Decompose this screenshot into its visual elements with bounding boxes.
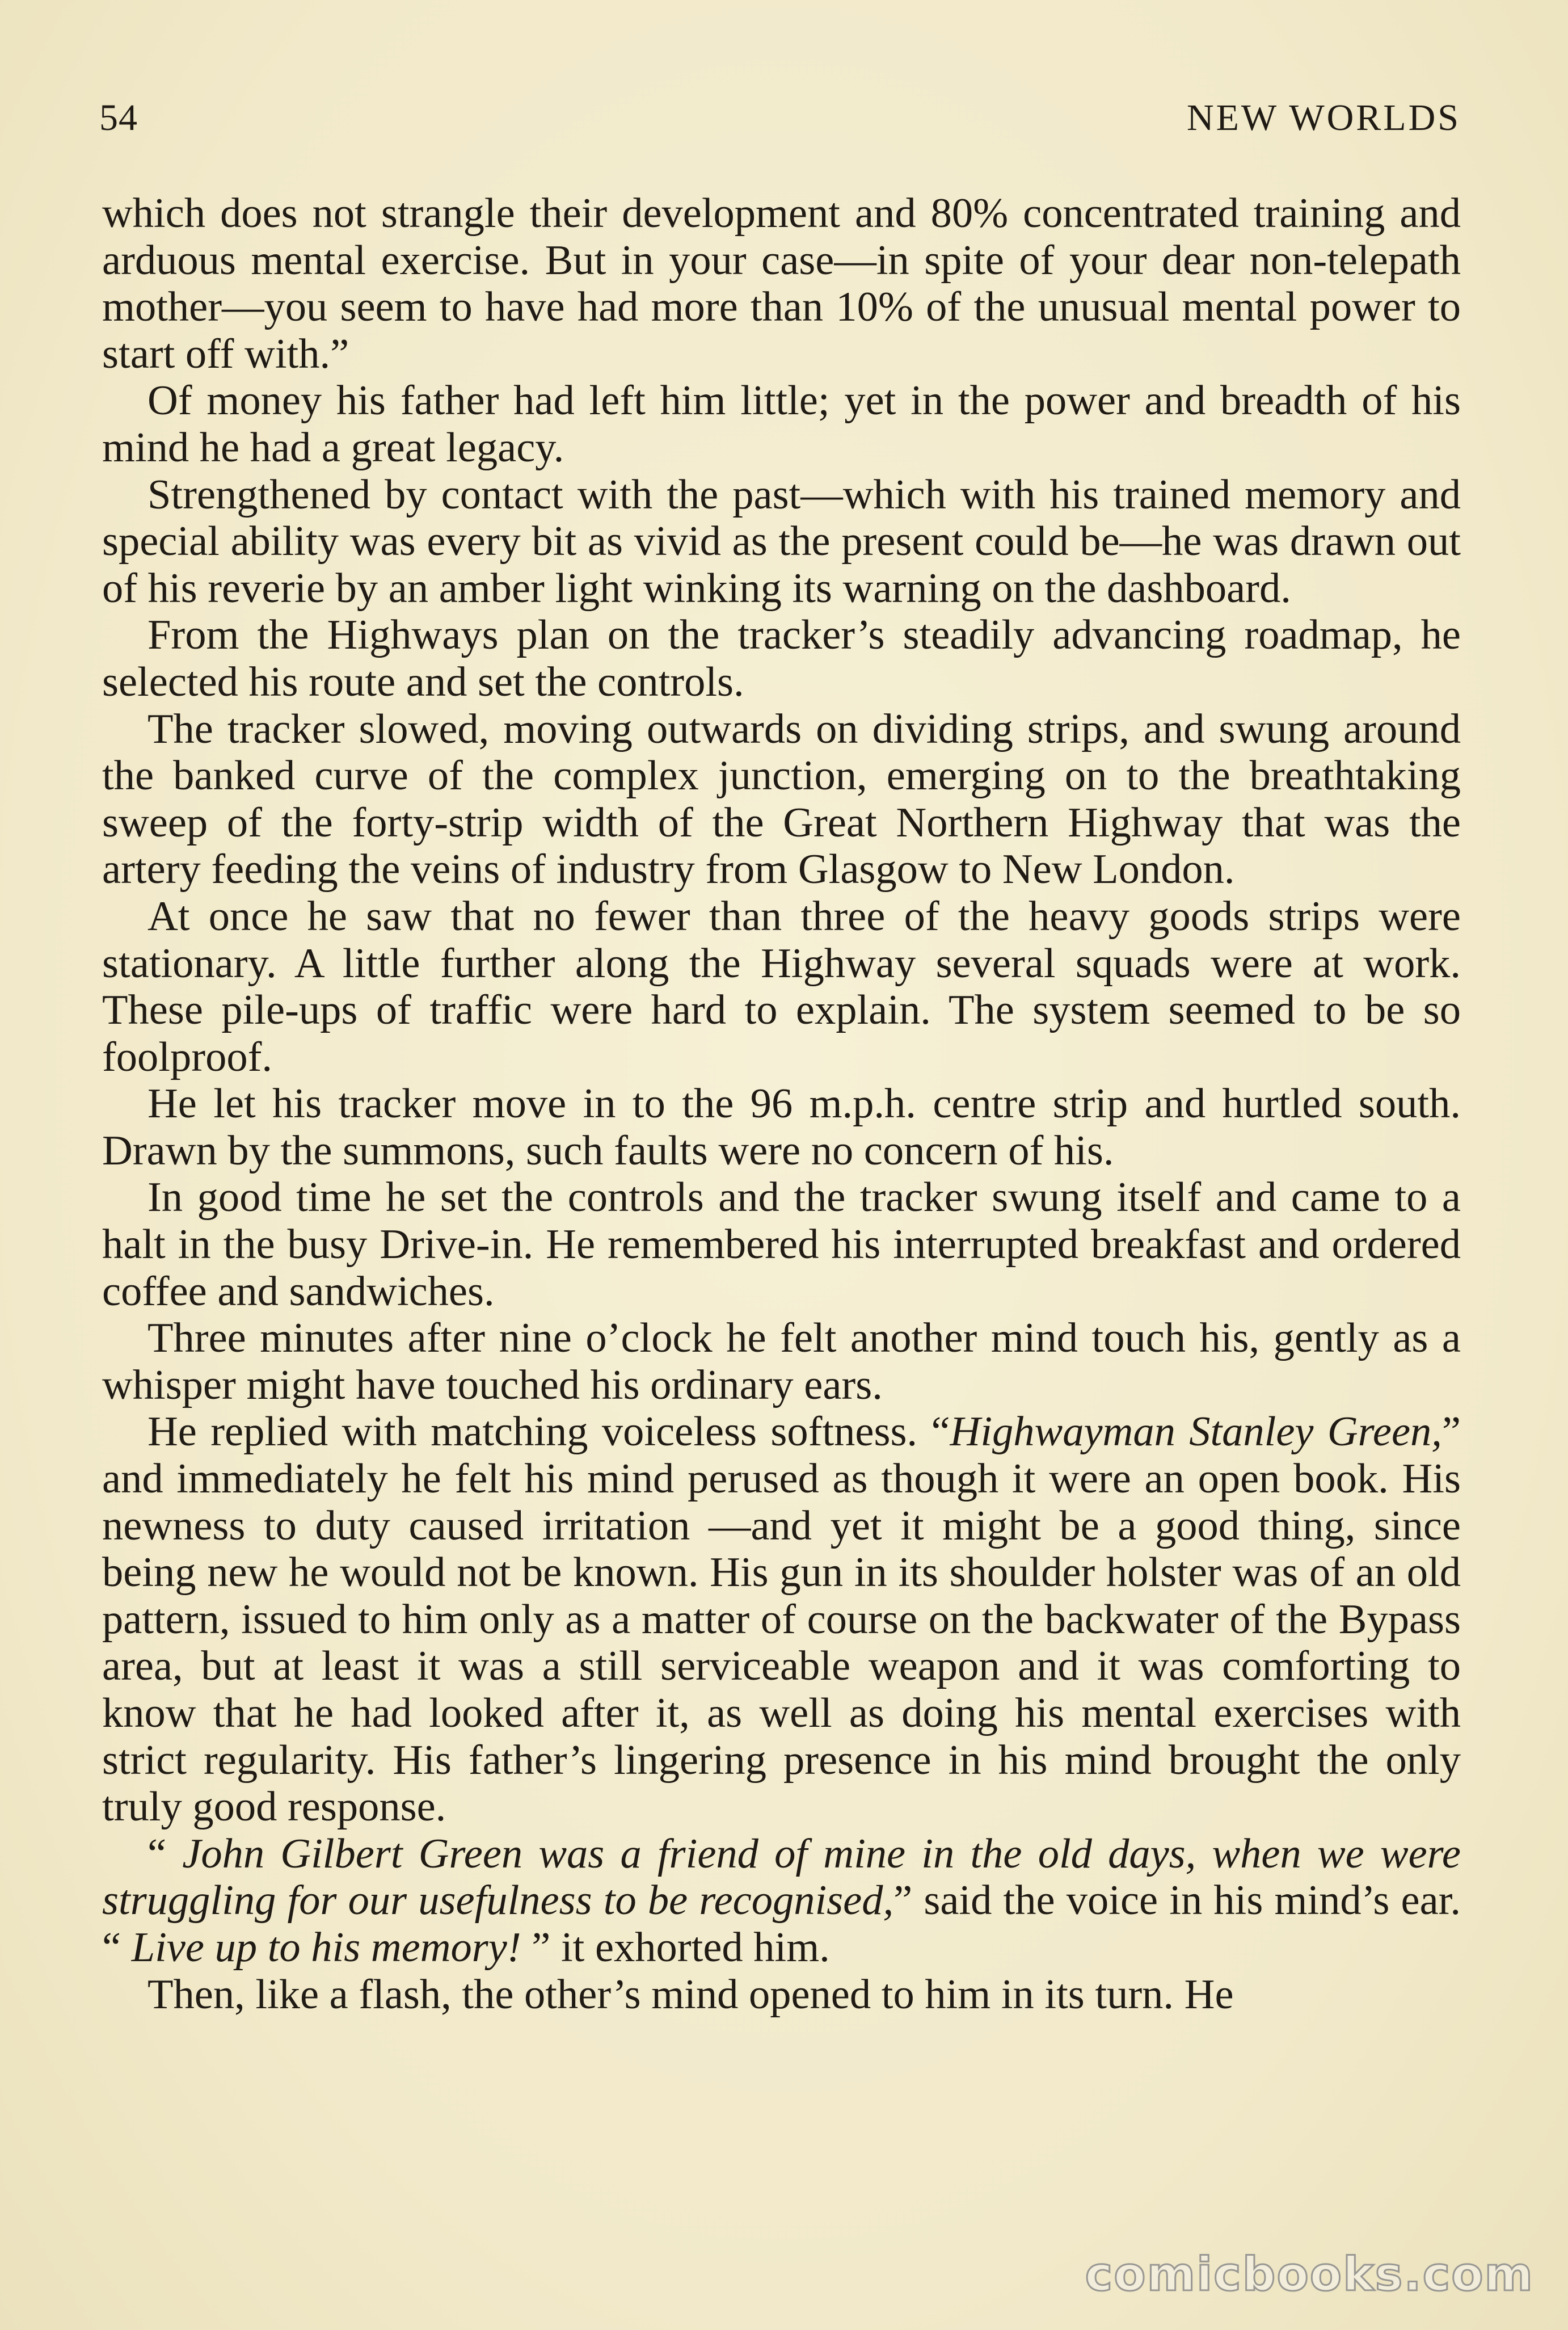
italic-text: Live up to his memory! <box>131 1924 521 1971</box>
text-run: From the Highways plan on the tracker’s steadily advancing roadmap, he selected his route and set the controls. <box>102 612 1461 705</box>
text-run: Then, like a flash, the other’s mind opened to him in its turn. He <box>147 1971 1234 2018</box>
text-run: Strengthened by contact with the past—which with his trained memory and special ability was every bit as vivid as the present could be—he was drawn out of his reverie by an amber light winking its warning on the dashboard. <box>102 471 1461 612</box>
paragraph <box>102 612 1461 705</box>
text-run: He replied with matching voiceless softness. “ <box>147 1408 950 1456</box>
italic-text: John Gilbert Green was a friend of mine in the old days, when we were struggling for our usefulness to be recognised, <box>102 1830 1461 1924</box>
paragraph <box>102 1971 1461 2018</box>
paragraph <box>102 1831 1461 1971</box>
text-run: “ <box>147 1830 183 1877</box>
text-run: ” and immediately he felt his mind perused as though it were an open book. His newness to duty caused irritation —and yet it might be a good thing, since being new he would not be known. His gun in its shoulder holster was of an old pattern, issued to him only as a matter of course on the backwater of the Bypass area, but at least it was a still serviceable weapon and it was comforting to know that he had looked after it, as well as doing his mental exercises with strict regularity. His father’s lingering presence in his mind brought the only truly good response. <box>102 1408 1461 1831</box>
text-run: Of money his father had left him little; yet in the power and breadth of his mind he had a great legacy. <box>102 377 1461 471</box>
watermark-logo: comicbooks.com <box>1085 2248 1534 2302</box>
paragraph <box>102 893 1461 1080</box>
text-run: ” said the voice in his mind’s ear. “ <box>102 1877 1461 1971</box>
paragraph <box>102 377 1461 471</box>
text-run: which does not strangle their development and 80% concentrated training and arduous mental exercise. But in your case—in spite of your dear non-telepath mother—you seem to have had more than 10% of the unusual mental power to start off with.” <box>102 190 1461 377</box>
italic-text: Highwayman Stanley Green, <box>950 1408 1442 1456</box>
paragraph <box>102 1174 1461 1315</box>
paragraph <box>102 190 1461 377</box>
paragraph <box>102 1408 1461 1830</box>
text-run: ” it exhorted him. <box>521 1924 830 1971</box>
text-run: At once he saw that no fewer than three of the heavy goods strips were stationary. A little further along the Highway several squads were at work. These pile-ups of traffic were hard to explain. The system seemed to be so foolproof. <box>102 893 1461 1080</box>
body-text <box>102 190 1461 2018</box>
text-run: The tracker slowed, moving outwards on dividing strips, and swung around the banked curve of the complex junction, emerging on to the breathtaking sweep of the forty-strip width of the Great Northern Highway that was the artery feeding the veins of industry from Glasgow to New London. <box>102 705 1461 893</box>
page-header <box>99 96 1461 148</box>
page-number: 54 <box>99 97 138 138</box>
paragraph <box>102 706 1461 893</box>
text-run: In good time he set the controls and the tracker swung itself and came to a halt in the busy Drive-in. He remembered his interrupted breakfast and ordered coffee and sandwiches. <box>102 1174 1461 1315</box>
paragraph <box>102 1315 1461 1408</box>
running-head: NEW WORLDS <box>1186 97 1461 138</box>
paragraph <box>102 472 1461 612</box>
text-run: He let his tracker move in to the 96 m.p.h. centre strip and hurtled south. Drawn by the summons, such faults were no concern of his. <box>102 1080 1461 1174</box>
text-run: Three minutes after nine o’clock he felt another mind touch his, gently as a whisper might have touched his ordinary ears. <box>102 1315 1461 1408</box>
paragraph <box>102 1080 1461 1174</box>
